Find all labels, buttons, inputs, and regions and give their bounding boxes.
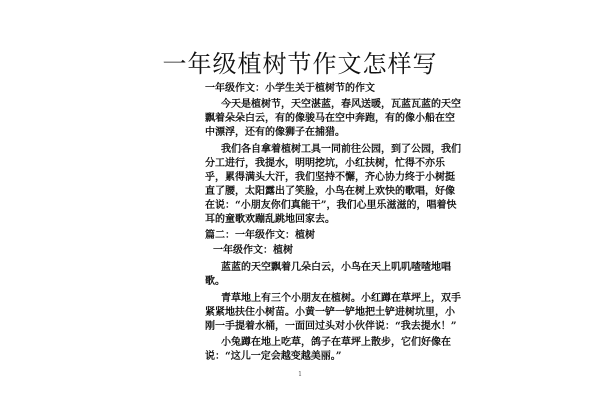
paragraph-line: 我们各自拿着植树工具一同前往公园，到了公园，我们: [221, 144, 461, 155]
section-heading: 篇二：一年级作文：植树: [205, 230, 315, 241]
paragraph-line: 分工进行，我提水，明明挖坑，小红扶树，忙得不亦乐: [205, 158, 445, 169]
subtitle-line: 一年级作文：小学生关于植树节的作文: [205, 83, 375, 94]
paragraph-line: 今天是植树节，天空湛蓝，春风送暖，瓦蓝瓦蓝的天空: [221, 99, 461, 110]
paragraph-line: 在说：“小朋友你们真能干”，我们心里乐滋滋的，唱着快: [205, 200, 457, 211]
paragraph-line: 说：“这儿一定会越变越美丽。”: [205, 351, 342, 362]
paragraph-line: 歌。: [205, 276, 225, 287]
paragraph-line: 直了腰，太阳露出了笑脸，小鸟在树上欢快的歌唱，好像: [205, 186, 455, 197]
paragraph-line: 青草地上有三个小朋友在植树。小红蹲在草坪上，双手: [221, 293, 461, 304]
paragraph-line: 小兔蹲在地上吃草，鸽子在草坪上散步，它们好像在: [221, 337, 451, 348]
section-subheading: 一年级作文：植树: [213, 245, 293, 256]
page-number: 1: [298, 371, 302, 378]
paragraph-line: 飘着朵朵白云，有的像骏马在空中奔跑，有的像小船在空: [205, 113, 455, 124]
paragraph-line: 蓝蓝的天空飘着几朵白云，小鸟在天上叽叽喳喳地唱: [221, 262, 451, 273]
paragraph-line: 乎，累得满头大汗，我们坚持不懈，齐心协力终于小树挺: [205, 172, 455, 183]
paragraph-line: 刚一手提着水桶，一面回过头对小伙伴说：“我去提水！”: [205, 321, 457, 332]
paragraph-line: 中漂浮，还有的像狮子在捕猎。: [205, 127, 345, 138]
paragraph-line: 耳的童歌欢蹦乱跳地回家去。: [205, 214, 335, 225]
document-title: 一年级植树节作文怎样写: [162, 50, 438, 78]
paragraph-line: 紧紧地扶住小树苗。小黄一铲一铲地把土铲进树坑里，小: [205, 307, 455, 318]
